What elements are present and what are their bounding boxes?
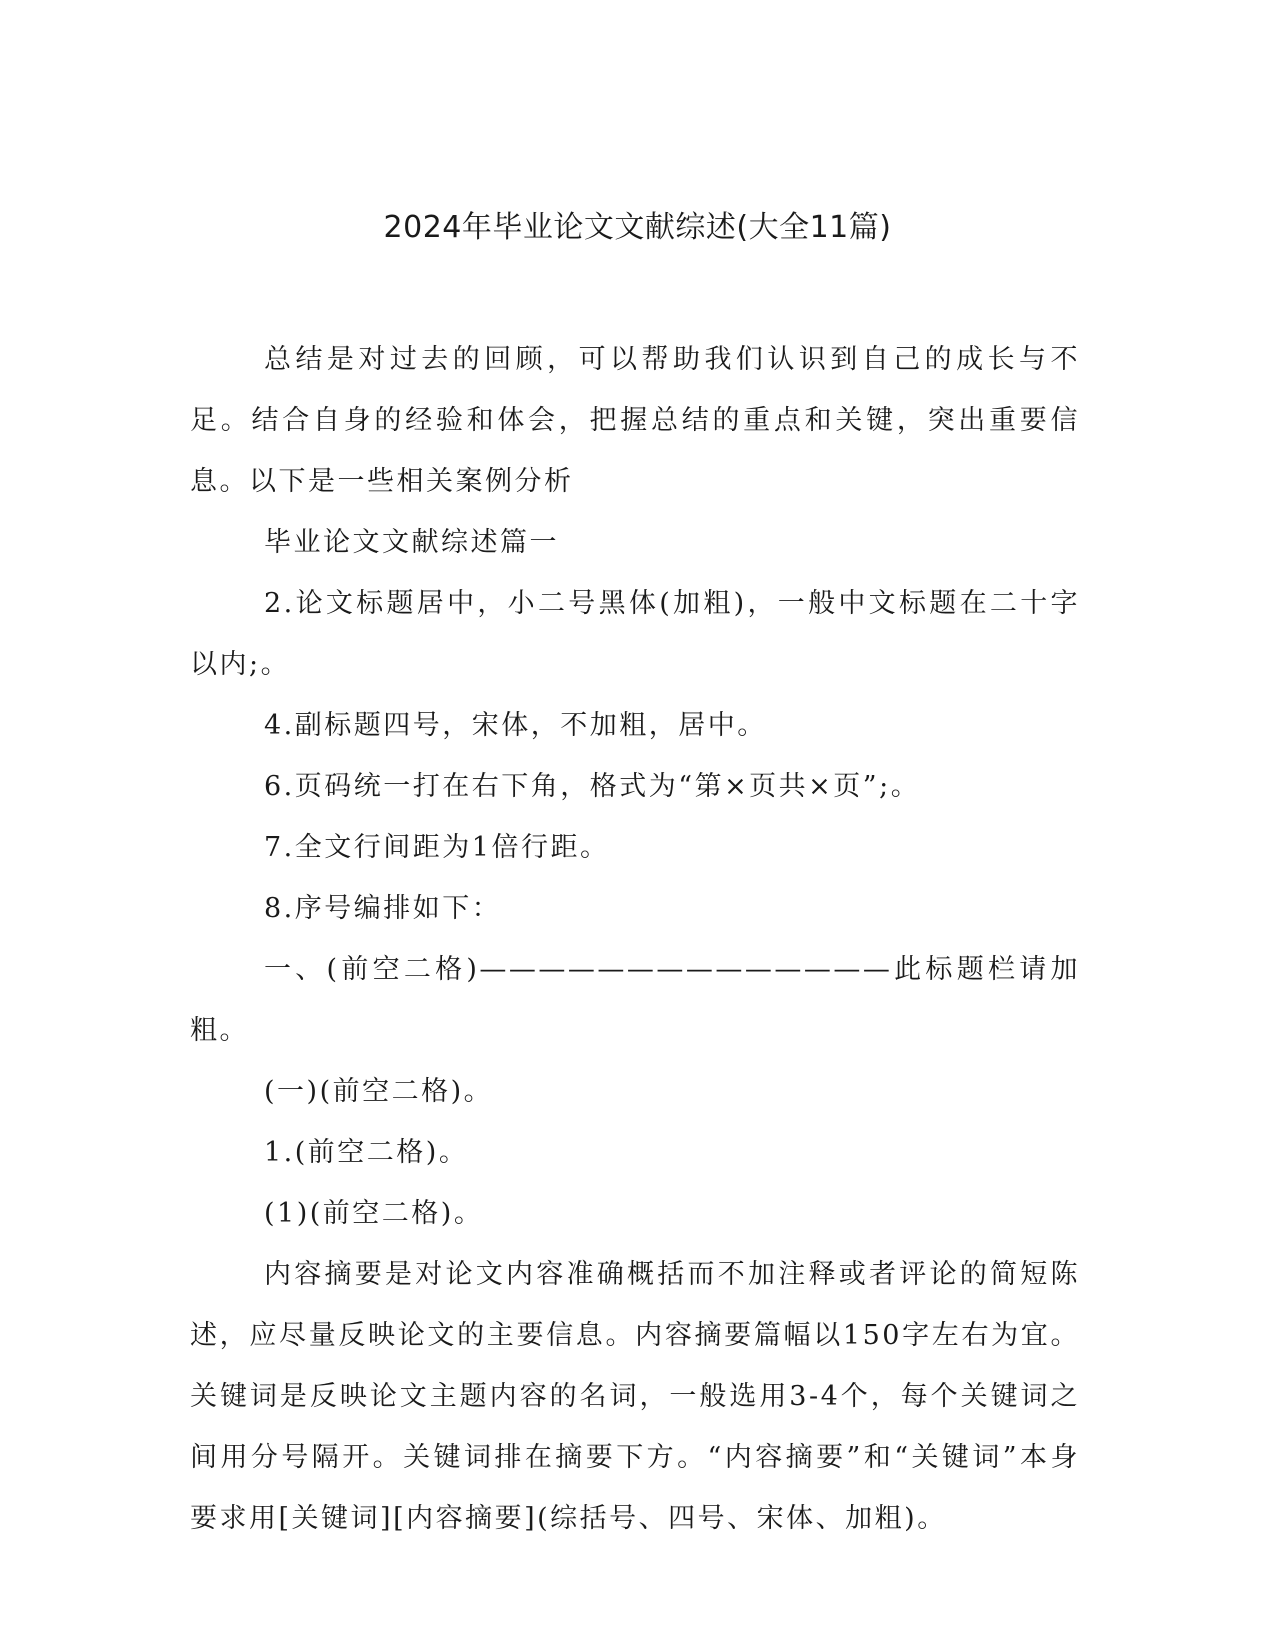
paragraph-item-7: 7.全文行间距为1倍行距。 <box>264 832 610 863</box>
paragraph-abstract-rules: 内容摘要是对论文内容准确概括而不加注释或者评论的简短陈述，应尽量反映论文的主要信息。内容摘要篇幅以150字左右为宜。关键词是反映论文主题内容的名词，一般选用3-4个，每个关键词之间用分号隔开。关键词排在摘要下方。“内容摘要”和“关键词”本身要求用[关键词][内容摘要](综括号、四号、宋体、加粗)。 <box>190 1259 1080 1534</box>
paragraph-section-heading: 毕业论文文献综述篇一 <box>264 527 559 558</box>
paragraph-numbering-level-2: (一)(前空二格)。 <box>264 1076 494 1107</box>
paragraph-intro: 总结是对过去的回顾，可以帮助我们认识到自己的成长与不足。结合自身的经验和体会，把握总结的重点和关键，突出重要信息。以下是一些相关案例分析 <box>190 344 1080 497</box>
paragraph-numbering-level-3: 1.(前空二格)。 <box>264 1137 469 1168</box>
document-title: 2024年毕业论文文献综述(大全11篇) <box>383 210 892 245</box>
paragraph-numbering-level-1: 一、(前空二格)——————————————此标题栏请加粗。 <box>190 954 1080 1046</box>
paragraph-item-6: 6.页码统一打在右下角，格式为“第×页共×页”;。 <box>264 771 921 802</box>
paragraph-item-4: 4.副标题四号，宋体，不加粗，居中。 <box>264 710 767 741</box>
paragraph-numbering-level-4: (1)(前空二格)。 <box>264 1198 484 1229</box>
paragraph-item-8: 8.序号编排如下： <box>264 893 502 924</box>
paragraph-item-2: 2.论文标题居中，小二号黑体(加粗)，一般中文标题在二十字以内;。 <box>190 588 1080 680</box>
document-body <box>190 329 1080 1549</box>
